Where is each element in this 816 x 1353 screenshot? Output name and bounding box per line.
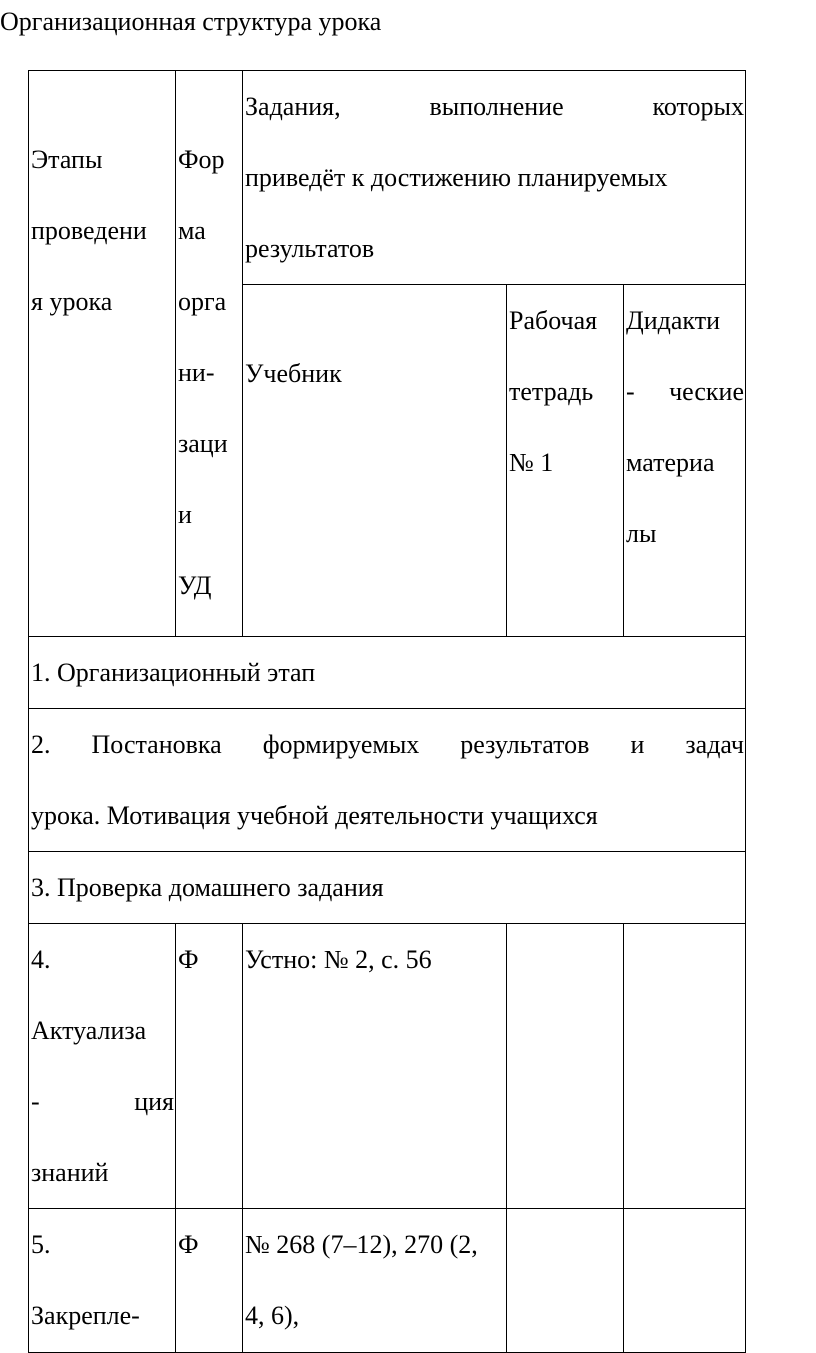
table-section-row [29,852,746,924]
table-section-row [29,709,746,852]
header-form-text: УД [178,571,212,600]
section-text: 2. Постановка формируемых результатов и задач [31,730,744,759]
header-didactic-text: материа [626,448,715,477]
header-form-cell [176,71,243,637]
textbook-text: Устно: № 2, с. 56 [245,945,432,974]
textbook-cell [243,924,507,1209]
section-text: урока. Мотивация учебной деятельности учащихся [31,801,598,830]
textbook-text: № 268 (7–12), 270 (2, [245,1230,478,1259]
section-cell [29,852,746,924]
header-form-text: ни- [178,358,215,387]
textbook-cell [243,1209,507,1353]
header-textbook-text: Учебник [245,359,342,388]
header-stages-text: я урока [31,287,113,316]
table-header-row [29,71,746,285]
header-form-text: и [178,500,192,529]
form-cell [176,924,243,1209]
stage-text: 5. [31,1230,51,1259]
didactic-text [626,924,744,995]
workbook-text [509,1209,622,1280]
form-text: Ф [178,945,199,974]
header-didactic-text: лы [626,519,657,548]
header-tasks-text: Задания, выполнение которых [245,92,744,121]
header-workbook-text: Рабочая [509,306,598,335]
stage-text: знаний [31,1158,109,1187]
header-didactic-text: Дидакти [626,306,720,335]
table-row [29,924,746,1209]
workbook-cell [507,1209,624,1353]
section-cell [29,637,746,709]
header-form-text: орга [178,287,227,316]
didactic-cell [624,924,746,1209]
stage-text: - ция [31,1087,174,1116]
stage-text: Закрепле- [31,1301,140,1330]
header-textbook-cell [243,285,507,637]
form-cell [176,1209,243,1353]
header-tasks-text: результатов [245,234,375,263]
table-section-row [29,637,746,709]
header-tasks-text: приведёт к достижению планируемых [245,163,668,192]
lesson-structure-table [28,70,746,1353]
form-text: Ф [178,1230,199,1259]
section-cell [29,709,746,852]
stage-cell [29,924,176,1209]
section-text: 1. Организационный этап [31,658,316,687]
header-form-text: Фор [178,145,225,174]
header-workbook-text: тетрадь [509,377,594,406]
header-workbook-text: № 1 [509,448,554,477]
didactic-cell [624,1209,746,1353]
header-stages-cell [29,71,176,637]
stage-cell [29,1209,176,1353]
table-row [29,1209,746,1353]
header-tasks-cell [243,71,746,285]
header-didactic-cell [624,285,746,637]
page-title: Организационная структура урока [0,7,382,36]
header-didactic-text: - ческие [626,377,744,406]
stage-text: Актуализа [31,1016,147,1045]
header-workbook-cell [507,285,624,637]
header-form-text: заци [178,429,228,458]
workbook-cell [507,924,624,1209]
workbook-text [509,924,622,995]
textbook-text: 4, 6), [245,1301,300,1330]
section-text: 3. Проверка домашнего задания [31,873,384,902]
header-stages-text: проведени [31,216,147,245]
didactic-text [626,1209,744,1280]
stage-text: 4. [31,945,51,974]
header-form-text: ма [178,216,206,245]
header-stages-text: Этапы [31,145,103,174]
